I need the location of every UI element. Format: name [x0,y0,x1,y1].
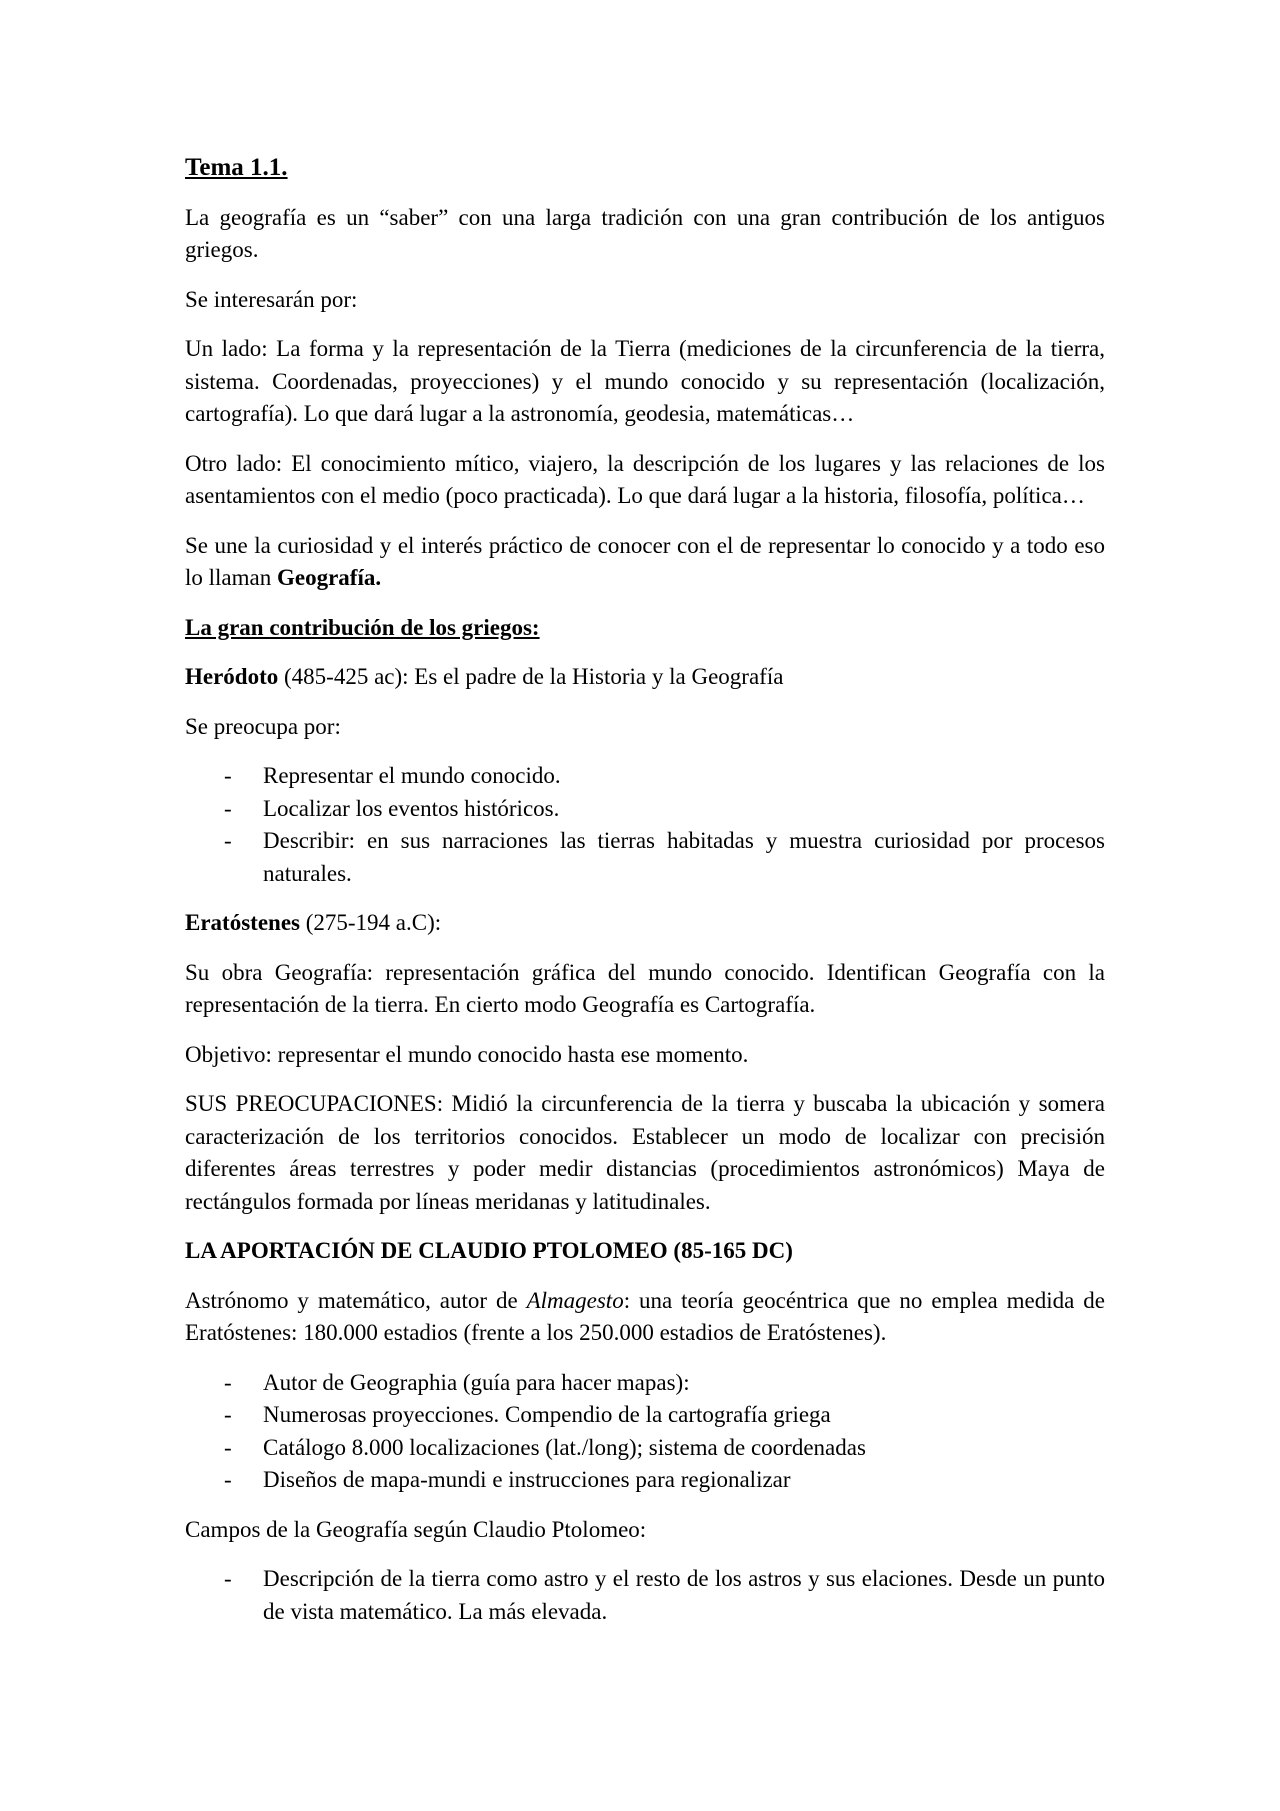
eratostenes-work: Su obra Geografía: representación gráfica del mundo conocido. Identifican Geografía con la representación de la tierra. En cierto modo Geografía es Cartografía. [185,959,1105,1017]
herodoto-paragraph [185,661,1105,694]
list-item: - Descripción de la tierra como astro y el resto de los astros y sus elaciones. Desde un punto de vista matemático. La más elevada. [185,1563,1105,1628]
intro-paragraph: La geografía es un “saber” con una larga tradición con una gran contribución de los antiguos griegos. [185,204,1105,262]
eratostenes-concerns: SUS PREOCUPACIONES: Midió la circunferencia de la tierra y buscaba la ubicación y somera caracterización de los territorios conocidos. Establecer un modo de localizar con precisión diferentes áreas terrestres y poder medir distancias (procedimientos astronómicos) Maya de rectángulos formada por líneas meridanas y latitudinales. [185,1091,1105,1214]
almagesto-title: Almagesto [526,1287,624,1313]
ptolomeo-desc-a: Astrónomo y matemático, autor de [185,1287,527,1313]
eratostenes-objective: Objetivo: representar el mundo conocido hasta ese momento. [185,1041,749,1067]
union-bold-term: Geografía. [276,565,382,590]
herodoto-concern: Se preocupa por: [185,713,341,739]
greeks-heading: La gran contribución de los griegos: [185,614,540,640]
union-paragraph [185,530,1105,595]
ptolomeo-desc-b: : una teoría geocéntrica que no emplea medida de Eratóstenes: 180.000 estadios (frente a los 250.000 estadios de Eratóstenes). [185,1287,1105,1345]
eratostenes-name: Eratóstenes [185,910,300,935]
list-item: - Localizar los eventos históricos. [185,793,1105,826]
ptolomeo-heading: LA APORTACIÓN DE CLAUDIO PTOLOMEO (85-165 DC) [185,1238,793,1263]
page-title: Tema 1.1. [185,154,288,181]
list-item: - Autor de Geographia (guía para hacer mapas): [185,1367,1105,1400]
herodoto-dates: (485-425 ac): Es el padre de la Historia y la Geografía [278,664,784,689]
interests-paragraph: Se interesarán por: [185,286,358,312]
ptolomeo-description [185,1285,1105,1350]
list-item: - Describir: en sus narraciones las tierras habitadas y muestra curiosidad por procesos naturales. [185,825,1105,890]
ptolomeo-fields: Campos de la Geografía según Claudio Ptolomeo: [185,1516,647,1542]
side-two-paragraph: Otro lado: El conocimiento mítico, viajero, la descripción de los lugares y las relaciones de los asentamientos con el medio (poco practicada). Lo que dará lugar a la historia, filosofía, política… [185,450,1105,508]
eratostenes-paragraph [185,907,1105,940]
document-page [185,152,1105,1645]
eratostenes-dates: (275-194 a.C): [299,910,442,935]
list-item: - Numerosas proyecciones. Compendio de la cartografía griega [185,1399,1105,1432]
herodoto-list [185,760,1105,890]
list-item: - Diseños de mapa-mundi e instrucciones para regionalizar [185,1464,1105,1497]
list-item: - Representar el mundo conocido. [185,760,1105,793]
ptolomeo-fields-list [185,1563,1105,1628]
herodoto-name: Heródoto [185,664,279,689]
union-text: Se une la curiosidad y el interés práctico de conocer con el de representar lo conocido y a todo eso lo llaman [185,532,1105,590]
ptolomeo-list [185,1367,1105,1497]
list-item: - Catálogo 8.000 localizaciones (lat./long); sistema de coordenadas [185,1432,1105,1465]
side-one-paragraph: Un lado: La forma y la representación de la Tierra (mediciones de la circunferencia de la tierra, sistema. Coordenadas, proyecciones) y el mundo conocido y su representación (localización, cartografía). Lo que dará lugar a la astronomía, geodesia, matemáticas… [185,336,1105,426]
